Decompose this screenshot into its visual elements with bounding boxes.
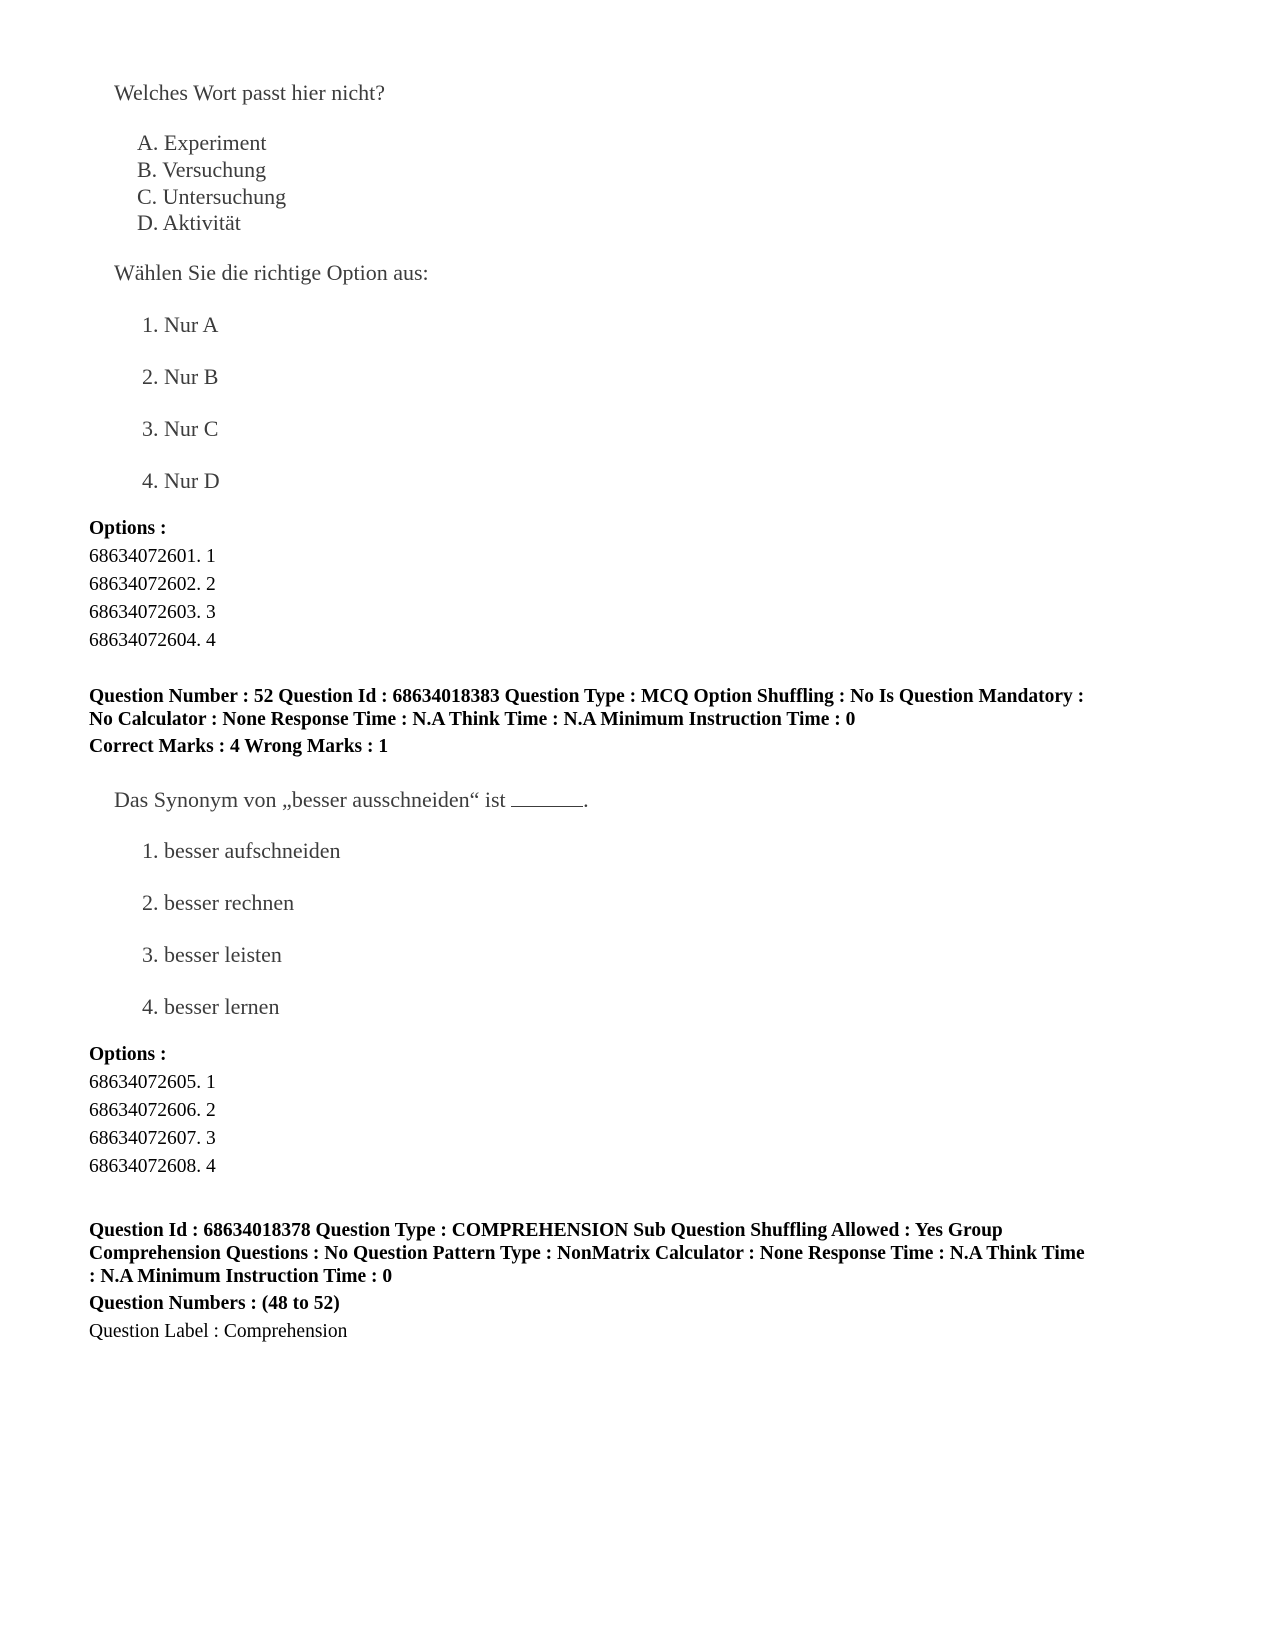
q52-prompt-end: . (583, 787, 589, 812)
q52-option-1: 68634072605. 1 (89, 1072, 216, 1093)
q52-choice-2: 2. besser rechnen (142, 890, 295, 915)
q51-option-3: 68634072603. 3 (89, 602, 216, 623)
q52-header-line2: No Calculator : None Response Time : N.A Think Time : N.A Minimum Instruction Time : 0 (89, 709, 856, 730)
comprehension-header-line1: Question Id : 68634018378 Question Type : COMPREHENSION Sub Question Shuffling Allowed : Yes Group (89, 1220, 1003, 1241)
q51-option-4: 68634072604. 4 (89, 630, 216, 651)
q52-option-2: 68634072606. 2 (89, 1100, 216, 1121)
comprehension-header-line3: : N.A Minimum Instruction Time : 0 (89, 1266, 393, 1287)
q52-option-4: 68634072608. 4 (89, 1156, 216, 1177)
q52-marks: Correct Marks : 4 Wrong Marks : 1 (89, 736, 389, 757)
q51-choice-1: 1. Nur A (142, 312, 219, 337)
q51-item-c: C. Untersuchung (137, 184, 287, 209)
comprehension-header-line2: Comprehension Questions : No Question Pattern Type : NonMatrix Calculator : None Response Time : N.A Think Time (89, 1243, 1085, 1264)
q51-item-b: B. Versuchung (137, 157, 267, 182)
q51-choice-3: 3. Nur C (142, 416, 219, 441)
q52-header-line1: Question Number : 52 Question Id : 68634018383 Question Type : MCQ Option Shuffling : No Is Question Mandatory : (89, 686, 1085, 707)
q52-options-label: Options : (89, 1044, 167, 1065)
question-label: Question Label : Comprehension (89, 1321, 348, 1342)
q51-choice-2: 2. Nur B (142, 364, 219, 389)
q52-choice-4: 4. besser lernen (142, 994, 280, 1019)
q51-option-1: 68634072601. 1 (89, 546, 216, 567)
answer-blank (511, 789, 583, 807)
question-numbers: Question Numbers : (48 to 52) (89, 1293, 340, 1314)
q51-choice-4: 4. Nur D (142, 468, 220, 493)
q52-choice-3: 3. besser leisten (142, 942, 282, 967)
q51-instruction: Wählen Sie die richtige Option aus: (114, 260, 429, 285)
q51-options-label: Options : (89, 518, 167, 539)
q51-item-d: D. Aktivität (137, 210, 241, 235)
q52-prompt (114, 787, 589, 813)
q52-option-3: 68634072607. 3 (89, 1128, 216, 1149)
q52-choice-1: 1. besser aufschneiden (142, 838, 341, 863)
q51-option-2: 68634072602. 2 (89, 574, 216, 595)
q51-prompt: Welches Wort passt hier nicht? (114, 80, 385, 105)
q51-item-a: A. Experiment (137, 130, 267, 155)
q52-prompt-text: Das Synonym von „besser ausschneiden“ ist (114, 787, 506, 812)
